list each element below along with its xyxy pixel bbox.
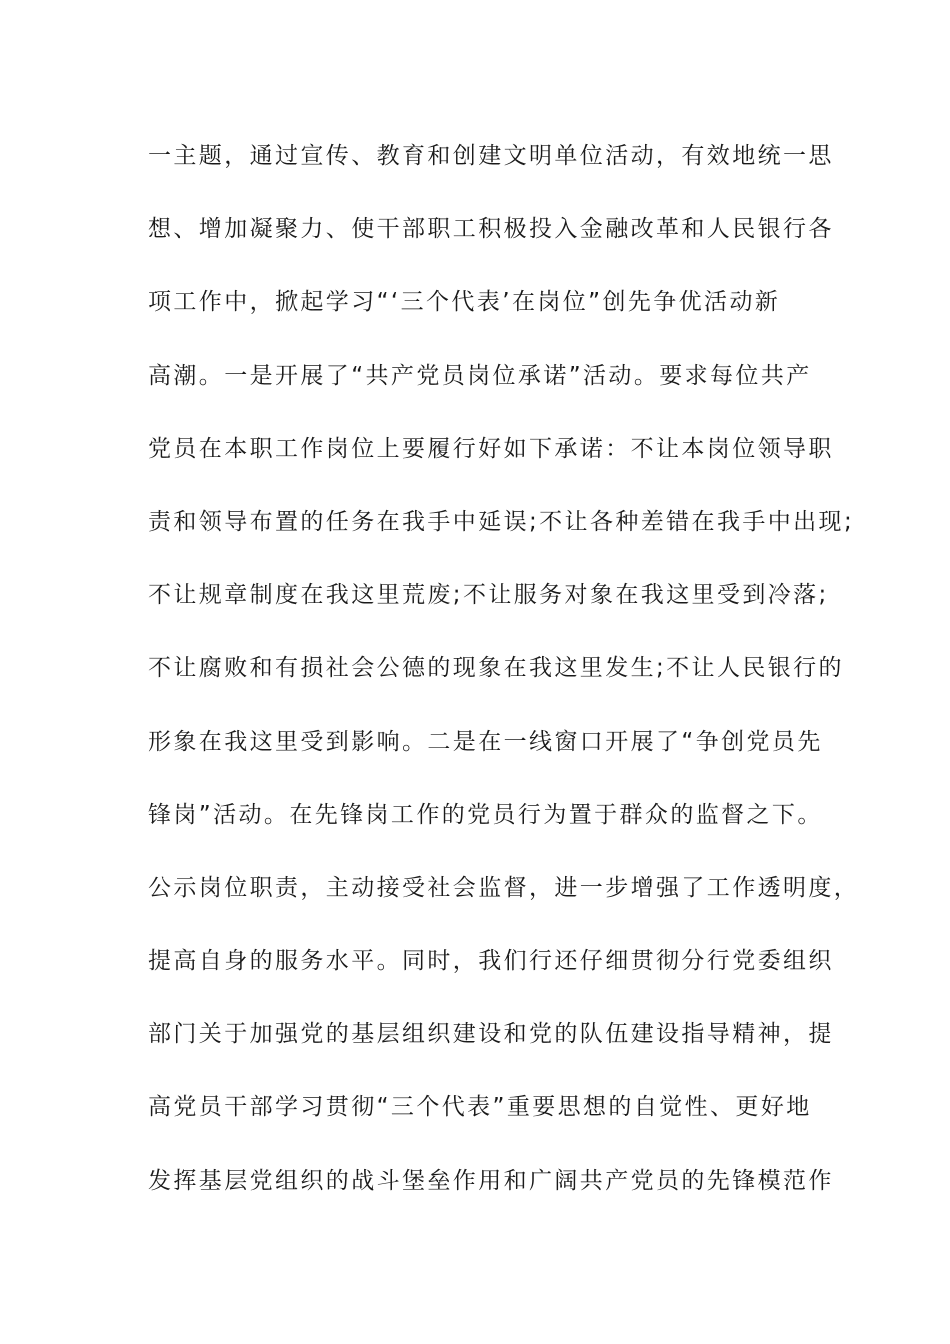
text-line: 一主题，通过宣传、教育和创建文明单位活动，有效地统一思 bbox=[148, 143, 834, 169]
body-text bbox=[148, 130, 860, 1228]
text-line: 形象在我这里受到影响。二是在一线窗口开展了“争创党员先 bbox=[148, 728, 823, 755]
text-line: 项工作中，掀起学习“‘三个代表’在岗位”创先争优活动新 bbox=[148, 289, 781, 316]
text-line: 高潮。一是开展了“共产党员岗位承诺”活动。要求每位共产 bbox=[148, 362, 812, 389]
text-line: 党员在本职工作岗位上要履行好如下承诺：不让本岗位领导职 bbox=[148, 435, 834, 462]
text-line: 提高自身的服务水平。同时，我们行还仔细贯彻分行党委组织 bbox=[148, 948, 834, 975]
text-line: 高党员干部学习贯彻“三个代表”重要思想的自觉性、更好地 bbox=[148, 1094, 812, 1121]
text-line: 公示岗位职责，主动接受社会监督，进一步增强了工作透明度， bbox=[148, 874, 860, 901]
text-line: 不让腐败和有损社会公德的现象在我这里发生;不让人民银行的 bbox=[148, 655, 844, 682]
text-line: 不让规章制度在我这里荒废;不让服务对象在我这里受到冷落; bbox=[148, 582, 829, 609]
text-line: 发挥基层党组织的战斗堡垒作用和广阔共产党员的先锋模范作 bbox=[148, 1167, 834, 1194]
text-line: 责和领导布置的任务在我手中延误;不让各种差错在我手中出现; bbox=[148, 508, 855, 535]
text-line: 想、增加凝聚力、使干部职工积极投入金融改革和人民银行各 bbox=[148, 216, 834, 243]
text-line: 锋岗”活动。在先锋岗工作的党员行为置于群众的监督之下。 bbox=[148, 801, 823, 828]
text-line: 部门关于加强党的基层组织建设和党的队伍建设指导精神，提 bbox=[148, 1021, 834, 1048]
